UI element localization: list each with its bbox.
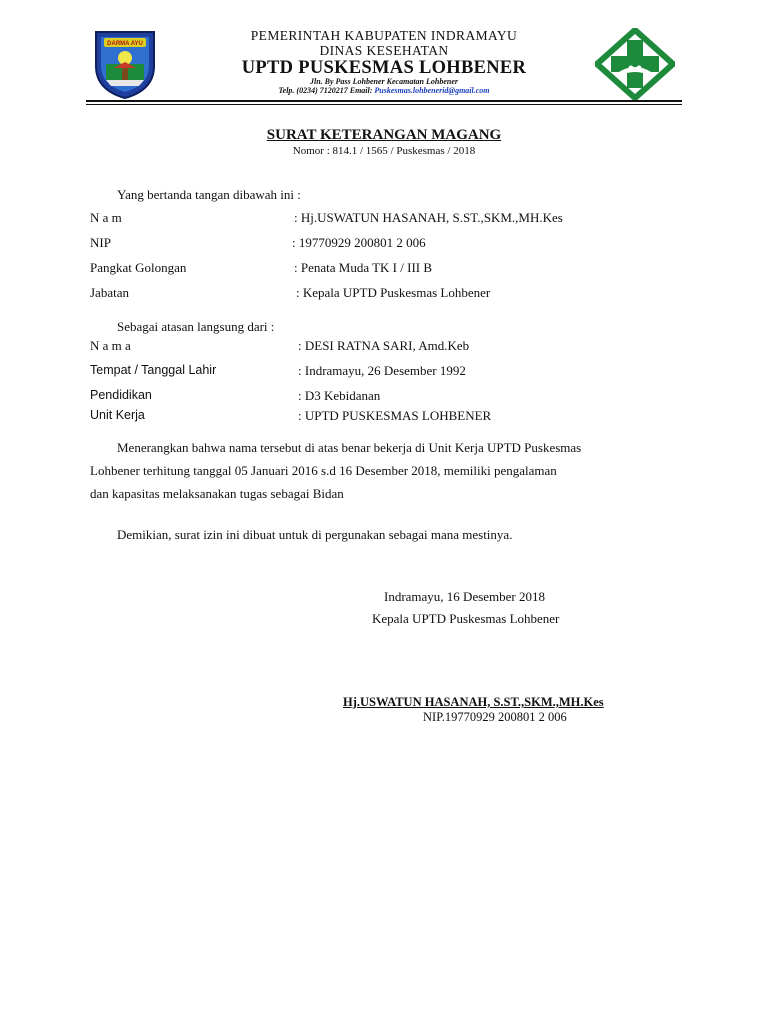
subject-intro: Sebagai atasan langsung dari : — [117, 319, 275, 334]
signature-position: Kepala UPTD Puskesmas Lohbener — [372, 611, 560, 626]
government-name: PEMERINTAH KABUPATEN INDRAMAYU — [250, 28, 518, 43]
signature-place-date: Indramayu, 16 Desember 2018 — [384, 589, 546, 604]
institution-name: UPTD PUSKESMAS LOHBENER — [241, 58, 527, 78]
department-name: DINAS KESEHATAN — [319, 43, 449, 58]
signatory-nip-value: : 19770929 200801 2 006 — [292, 235, 426, 250]
signatory-rank-value: : Penata Muda TK I / III B — [294, 260, 433, 275]
signature-name: Hj.USWATUN HASANAH, S.ST.,SKM.,MH.Kes — [343, 695, 604, 709]
subject-education-value: : D3 Kebidanan — [298, 388, 381, 403]
letter-number: Nomor : 814.1 / 1565 / Puskesmas / 2018 — [292, 145, 476, 157]
letterhead-thick-divider — [86, 100, 682, 102]
body-line-1: Menerangkan bahwa nama tersebut di atas benar bekerja di Unit Kerja UPTD Puskesmas — [117, 440, 582, 455]
subject-birth-label: Tempat / Tanggal Lahir — [90, 363, 217, 377]
signatory-position-label: Jabatan — [90, 285, 129, 300]
signatory-intro: Yang bertanda tangan dibawah ini : — [117, 187, 301, 202]
subject-unit-label: Unit Kerja — [90, 408, 145, 422]
signatory-name-value: : Hj.USWATUN HASANAH, S.ST.,SKM.,MH.Kes — [294, 210, 563, 225]
address-line: Jln. By Pass Lohbener Kecamatan Lohbener — [309, 77, 458, 86]
signature-nip: NIP.19770929 200801 2 006 — [423, 710, 567, 724]
signatory-rank-label: Pangkat Golongan — [90, 260, 187, 275]
subject-name-label: N a m a — [90, 338, 131, 353]
subject-name-value: : DESI RATNA SARI, Amd.Keb — [298, 338, 470, 353]
signatory-nip-label: NIP — [90, 235, 111, 250]
phone-label: Telp. (0234) 7120217 Email: — [278, 86, 375, 95]
subject-birth-value: : Indramayu, 26 Desember 1992 — [298, 363, 466, 378]
signatory-name-label: N a m — [90, 210, 122, 225]
logo-text: DARMA AYU — [107, 41, 143, 47]
subject-unit-value: : UPTD PUSKESMAS LOHBENER — [298, 408, 492, 423]
signatory-position-value: : Kepala UPTD Puskesmas Lohbener — [296, 285, 491, 300]
contact-line — [0, 86, 768, 95]
letterhead-thin-divider — [86, 104, 682, 105]
body-line-3: dan kapasitas melaksanakan tugas sebagai Bidan — [90, 486, 344, 501]
closing-statement: Demikian, surat izin ini dibuat untuk di pergunakan sebagai mana mestinya. — [117, 527, 513, 542]
body-line-2: Lohbener terhitung tanggal 05 Januari 2016 s.d 16 Desember 2018, memiliki pengalaman — [90, 463, 557, 478]
email-link[interactable]: Puskesmas.lohbenerid@gmail.com — [374, 86, 490, 95]
subject-education-label: Pendidikan — [90, 388, 152, 402]
letter-title: SURAT KETERANGAN MAGANG — [266, 127, 502, 143]
